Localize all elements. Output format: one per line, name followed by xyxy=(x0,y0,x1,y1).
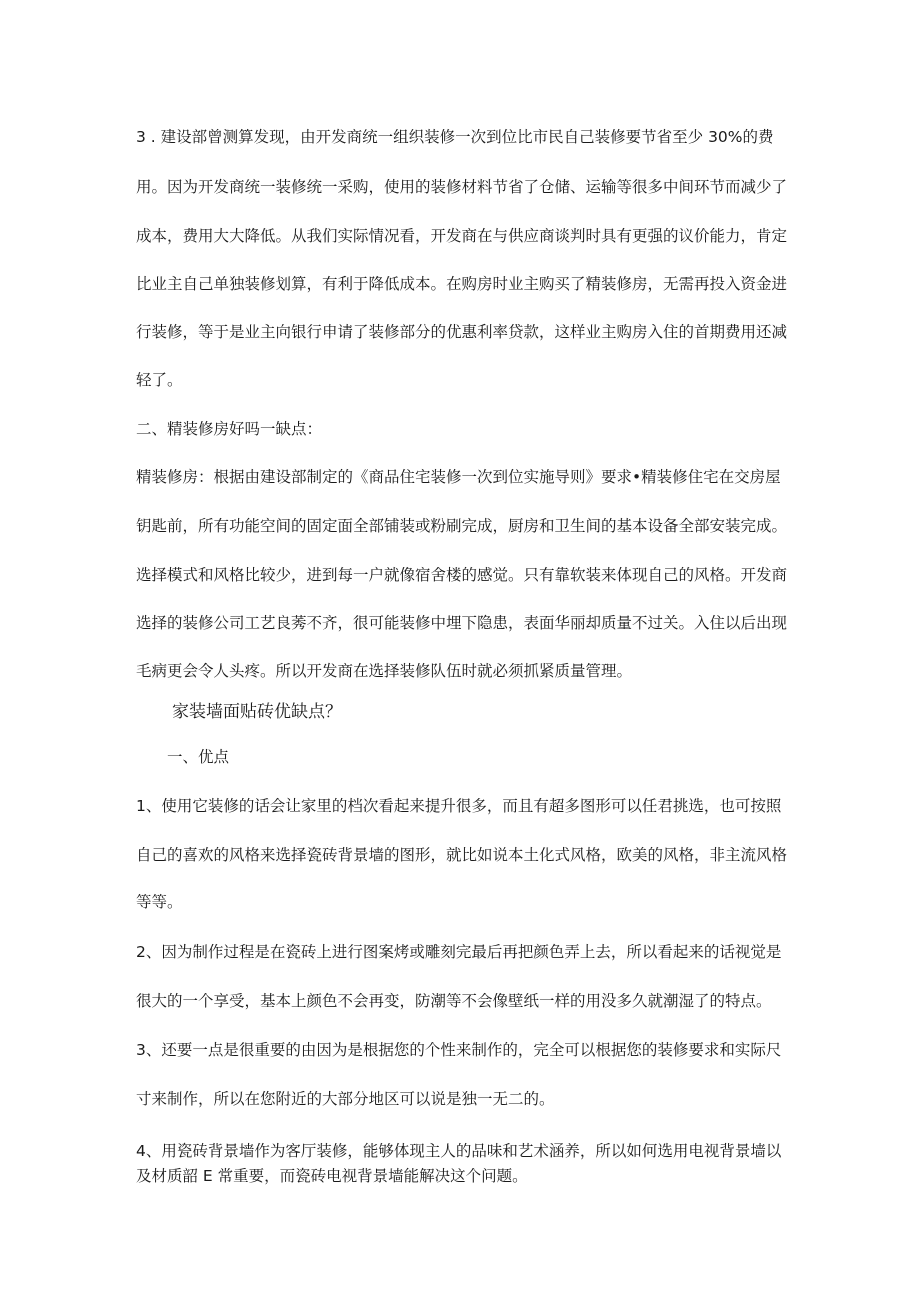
text-line: 轻了。 xyxy=(136,371,183,389)
text-line: 及材质韶 E 常重要，而瓷砖电视背景墙能解决这个问题。 xyxy=(136,1167,528,1185)
text-line: 4、用瓷砖背景墙作为客厅装修，能够体现主人的品味和艺术涵养，所以如何选用电视背景墙以 xyxy=(136,1142,782,1160)
text-line: 3、还要一点是很重要的由因为是根据您的个性来制作的，完全可以根据您的装修要求和实际尺 xyxy=(136,1041,782,1059)
text-line: 自己的喜欢的风格来选择瓷砖背景墙的图形，就比如说本土化式风格，欧美的风格，非主流风格 xyxy=(136,846,788,864)
text-line: 选择的装修公司工艺良莠不齐，很可能装修中埋下隐患，表面华丽却质量不过关。入住以后出现 xyxy=(136,614,788,632)
text-line: 1、使用它装修的话会让家里的档次看起来提升很多，而且有超多图形可以任君挑选，也可按照 xyxy=(136,797,782,815)
text-line: 选择模式和风格比较少，进到每一户就像宿舍楼的感觉。只有靠软装来体现自己的风格。开发商 xyxy=(136,566,788,584)
text-line: 3 . 建设部曾测算发现，由开发商统一组织装修一次到位比市民自己装修要节省至少 30%的费 xyxy=(136,128,774,146)
text-line: 比业主自己单独装修划算，有利于降低成本。在购房时业主购买了精装修房，无需再投入资金进 xyxy=(136,275,788,293)
text-line: 行装修，等于是业主向银行申请了装修部分的优惠利率贷款，这样业主购房入住的首期费用还减 xyxy=(136,323,788,341)
text-line: 2、因为制作过程是在瓷砖上进行图案烤或雕刻完最后再把颜色弄上去，所以看起来的话视觉是 xyxy=(136,943,782,961)
text-line: 寸来制作，所以在您附近的大部分地区可以说是独一无二的。 xyxy=(136,1090,555,1108)
section-title-disadvantages: 二、精装修房好吗一缺点： xyxy=(136,420,323,438)
text-line: 钥匙前，所有功能空间的固定面全部铺装或粉刷完成，厨房和卫生间的基本设备全部安装完成。 xyxy=(136,517,788,535)
text-line: 用。因为开发商统一装修统一采购，使用的装修材料节省了仓储、运输等很多中间环节而减少了 xyxy=(136,178,788,196)
text-line: 精装修房：根据由建设部制定的《商品住宅装修一次到位实施导则》要求•精装修住宅在交房屋 xyxy=(136,468,781,486)
text-line: 等等。 xyxy=(136,893,183,911)
subheading-advantages: 一、优点 xyxy=(167,748,230,766)
text-line: 成本，费用大大降低。从我们实际情况看，开发商在与供应商谈判时具有更强的议价能力，肯定 xyxy=(136,227,788,245)
heading-tile-pros-cons: 家装墙面贴砖优缺点？ xyxy=(172,702,342,722)
text-line: 很大的一个享受，基本上颜色不会再变，防潮等不会像壁纸一样的用没多久就潮湿了的特点。 xyxy=(136,992,772,1010)
text-line: 毛病更会令人头疼。所以开发商在选择装修队伍时就必须抓紧质量管理。 xyxy=(136,662,633,680)
